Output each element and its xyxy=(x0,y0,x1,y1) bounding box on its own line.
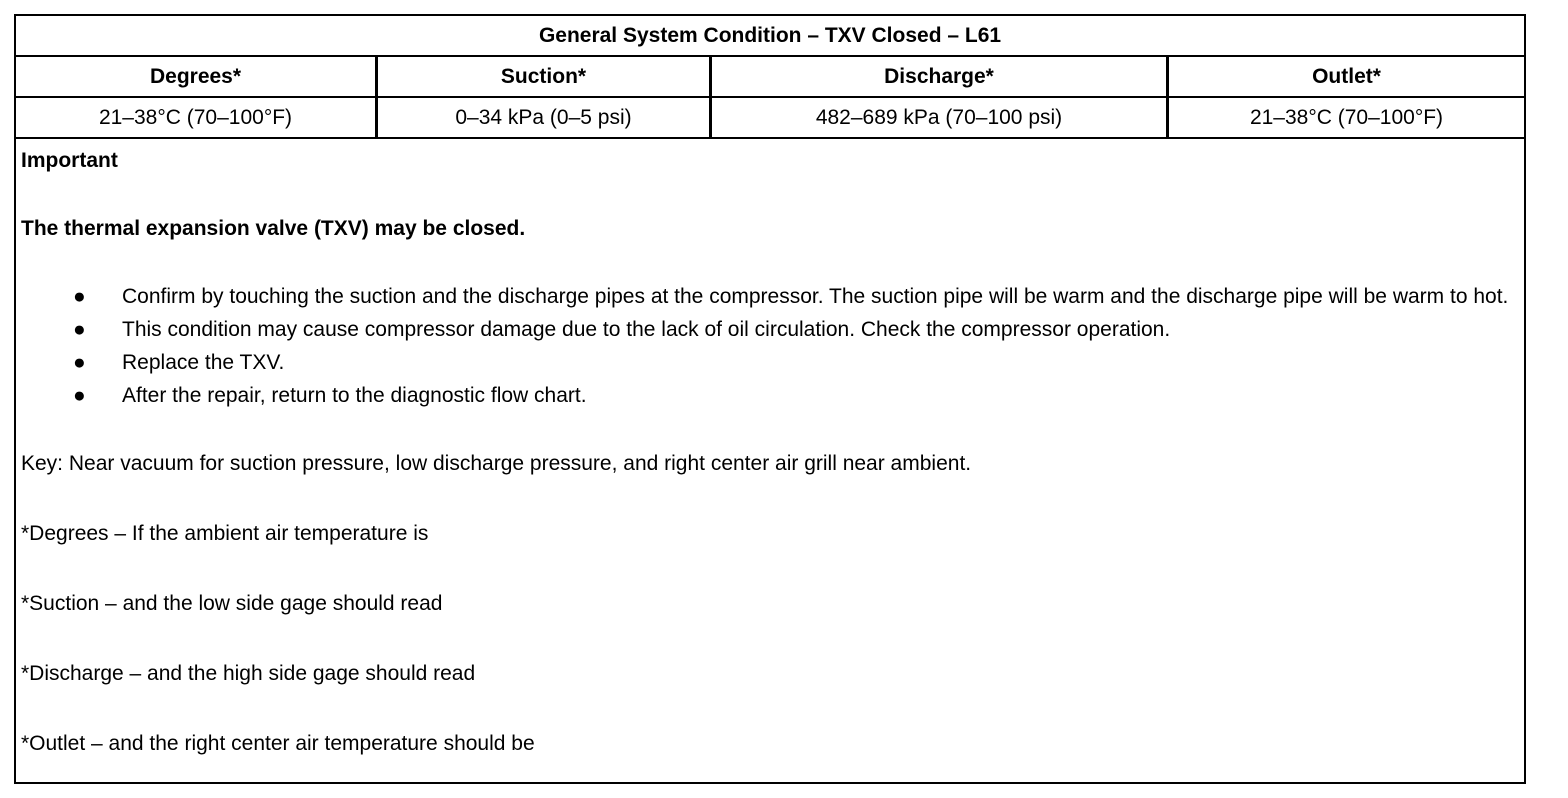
key-note: Key: Near vacuum for suction pressure, low discharge pressure, and right center air grill near ambient. xyxy=(21,452,972,475)
notes-section xyxy=(16,139,1524,784)
header-outlet: Outlet* xyxy=(1312,64,1381,88)
footnote-discharge: *Discharge – and the high side gage should read xyxy=(21,662,476,685)
value-outlet: 21–38°C (70–100°F) xyxy=(1249,105,1444,129)
header-row xyxy=(16,57,1524,98)
list-item xyxy=(21,349,1520,377)
bullet-icon: ● xyxy=(73,285,86,308)
footnote-degrees: *Degrees – If the ambient air temperature is xyxy=(21,522,429,545)
value-discharge: 482–689 kPa (70–100 psi) xyxy=(712,98,1169,137)
bullet-icon: ● xyxy=(73,318,86,341)
header-discharge: Discharge* xyxy=(712,57,1169,96)
list-item-text: Confirm by touching the suction and the discharge pipes at the compressor. The suction pipe will be warm and the discharge pipe will be warm to hot. xyxy=(122,285,1509,308)
header-degrees: Degrees* xyxy=(16,57,378,96)
condition-statement: The thermal expansion valve (TXV) may be closed. xyxy=(21,217,526,240)
important-label: Important xyxy=(21,149,118,172)
header-suction: Suction* xyxy=(378,57,712,96)
footnote-suction: *Suction – and the low side gage should read xyxy=(21,592,443,615)
condition-table xyxy=(14,14,1526,784)
list-item-text: This condition may cause compressor damage due to the lack of oil circulation. Check the compressor operation. xyxy=(122,318,1171,341)
list-item-text: Replace the TXV. xyxy=(122,351,285,374)
bullet-icon: ● xyxy=(73,351,86,374)
list-item xyxy=(21,283,1520,311)
table-title: General System Condition – TXV Closed – L61 xyxy=(16,16,1524,57)
list-item xyxy=(21,382,1520,410)
list-item-text: After the repair, return to the diagnostic flow chart. xyxy=(122,384,587,407)
bullet-icon: ● xyxy=(73,384,86,407)
list-item xyxy=(21,316,1520,344)
values-row xyxy=(16,98,1524,139)
footnote-outlet: *Outlet – and the right center air temperature should be xyxy=(21,732,535,755)
action-list xyxy=(21,283,1520,410)
value-degrees: 21–38°C (70–100°F) xyxy=(16,98,378,137)
value-suction: 0–34 kPa (0–5 psi) xyxy=(378,98,712,137)
